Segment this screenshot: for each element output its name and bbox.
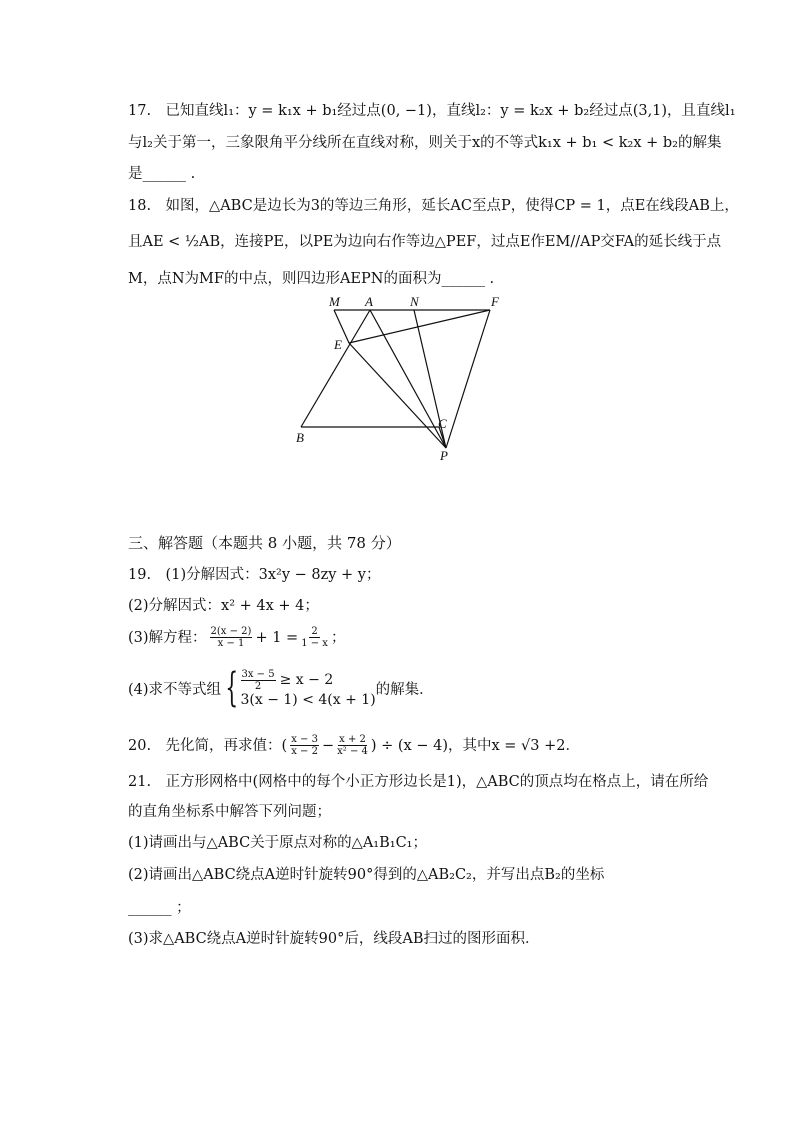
q20-suffix: ) ÷ (x − 4)，其中x = √3 +2．	[370, 737, 580, 754]
inequality-system	[241, 669, 376, 708]
segment-ab	[301, 310, 370, 427]
system-brace: {	[225, 665, 239, 711]
q20-minus: −	[321, 737, 335, 754]
q19-part-4-suffix: 的解集．	[375, 681, 434, 698]
q19-part-4	[128, 665, 434, 711]
q17-line-3: 是______ .	[128, 166, 196, 182]
q19-part-2: (2)分解因式：x² + 4x + 4；	[128, 598, 319, 614]
fraction	[337, 734, 368, 757]
label-c: C	[438, 416, 447, 431]
q19-part-3-suffix: ；	[330, 629, 346, 646]
label-e: E	[334, 337, 342, 352]
q21-line-6: (3)求△ABC绕点A逆时针旋转90°后，线段AB扫过的图形面积．	[128, 931, 540, 947]
q21-line-4: (2)请画出△ABC绕点A逆时针旋转90°得到的△AB₂C₂，并写出点B₂的坐标	[128, 867, 605, 883]
numerator: 2	[311, 626, 318, 637]
q19-part-4-prefix: (4)求不等式组	[128, 681, 222, 698]
segment-fp	[446, 310, 490, 448]
q17-line-2: 与l₂关于第一，三象限角平分线所在直线对称，则关于x的不等式k₁x + b₁ < k₂x + b₂的解集	[128, 135, 722, 151]
fraction	[241, 669, 276, 692]
q18-line-1: 18. 如图，△ABC是边长为3的等边三角形，延长AC至点P，使得CP = 1，点E在线段AB上，	[128, 198, 739, 214]
q21-line-1: 21. 正方形网格中(网格中的每个小正方形边长是1)，△ABC的顶点均在格点上，请在所给	[128, 774, 709, 790]
q18-line-2: 且AE < ½AB，连接PE，以PE为边向右作等边△PEF，过点E作EM//AP交FA的延长线于点	[128, 234, 722, 250]
label-b: B	[296, 430, 304, 445]
fraction	[301, 626, 328, 649]
q20-line	[128, 734, 580, 757]
section-heading: 三、解答题（本题共 8 小题，共 78 分）	[128, 534, 401, 552]
inequality-row-1	[241, 669, 376, 692]
geometry-figure	[0, 290, 794, 490]
q21-line-2: 的直角坐标系中解答下列问题；	[128, 804, 331, 820]
label-n: N	[410, 294, 419, 309]
numerator: 2(x − 2)	[210, 626, 252, 637]
inequality-row-1-rest: ≥ x − 2	[279, 672, 334, 688]
numerator: x + 2	[339, 734, 366, 745]
q17-line-1: 17. 已知直线l₁：y = k₁x + b₁经过点(0, −1)，直线l₂：y = k₂x + b₂经过点(3,1)，且直线l₁	[128, 103, 736, 119]
q19-part-3-mid: + 1 =	[255, 629, 299, 646]
numerator: 3x − 5	[241, 668, 275, 680]
label-f: F	[491, 294, 499, 309]
denominator: 2	[254, 680, 262, 692]
inequality-row-2: 3(x − 1) < 4(x + 1)	[240, 691, 376, 708]
fraction	[210, 626, 253, 649]
label-p: P	[440, 448, 448, 463]
label-a: A	[365, 294, 373, 309]
denominator: 1 − x	[301, 638, 328, 649]
q21-line-3: (1)请画出与△ABC关于原点对称的△A₁B₁C₁；	[128, 835, 427, 851]
denominator: x − 1	[217, 638, 245, 649]
q19-part-1: 19. (1)分解因式：3x²y − 8zy + y；	[128, 567, 381, 583]
q20-prefix: 20. 先化简，再求值：(	[128, 737, 288, 754]
denominator: x² − 4	[337, 746, 368, 757]
numerator: x − 3	[291, 734, 318, 745]
segment-ef	[349, 310, 490, 343]
fraction	[290, 734, 319, 757]
q19-part-3	[128, 626, 345, 649]
label-m: M	[329, 294, 340, 309]
denominator: x − 2	[291, 746, 318, 757]
q21-line-5: ______ ；	[128, 900, 191, 916]
q18-line-3: M，点N为MF的中点，则四边形AEPN的面积为______ .	[128, 271, 495, 287]
q19-part-3-prefix: (3)解方程：	[128, 629, 207, 646]
